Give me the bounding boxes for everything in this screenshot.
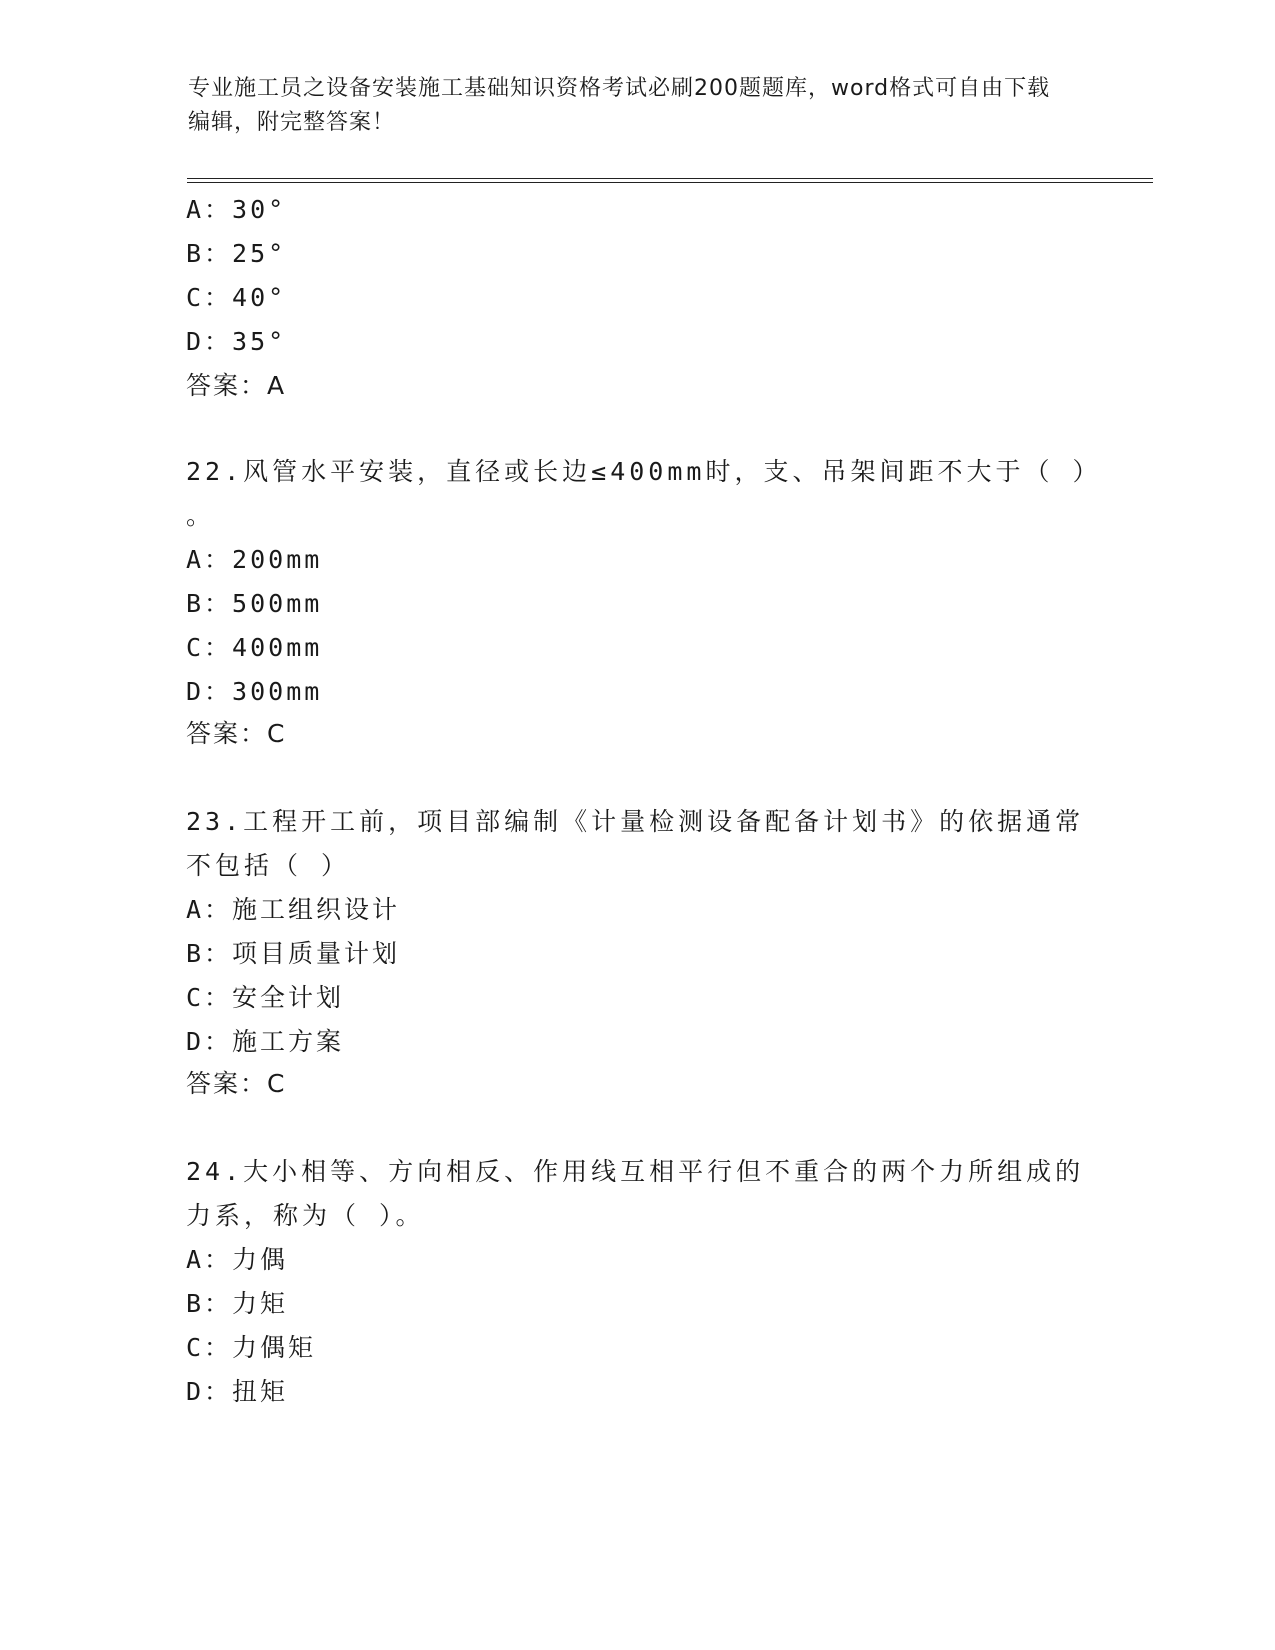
q24-question-line2: 力系，称为（ ）。	[186, 1201, 425, 1230]
q22-option-b: B：500mm	[186, 589, 323, 618]
q23-question-line1: 23.工程开工前，项目部编制《计量检测设备配备计划书》的依据通常	[186, 807, 1085, 836]
q23-option-d: D：施工方案	[186, 1027, 345, 1056]
q23-option-c: C：安全计划	[186, 983, 345, 1012]
q23-option-a: A：施工组织设计	[186, 895, 401, 924]
q22-answer: 答案：C	[186, 719, 287, 748]
page-header: 专业施工员之设备安装施工基础知识资格考试必刷200题题库，word格式可自由下载编辑，附完整答案！	[188, 76, 1051, 135]
q23-answer: 答案：C	[186, 1069, 287, 1098]
q22-option-c: C：400mm	[186, 633, 323, 662]
q24-option-a: A：力偶	[186, 1245, 289, 1274]
q24-question-line1: 24.大小相等、方向相反、作用线互相平行但不重合的两个力所组成的	[186, 1157, 1085, 1186]
q23-option-b: B：项目质量计划	[186, 939, 401, 968]
q21-answer: 答案：A	[186, 371, 287, 400]
q24-option-c: C：力偶矩	[186, 1333, 317, 1362]
q21-option-b: B：25°	[186, 239, 287, 268]
q22-option-a: A：200mm	[186, 545, 323, 574]
q22-option-d: D：300mm	[186, 677, 323, 706]
header-divider-bottom	[187, 182, 1153, 183]
q21-option-a: A：30°	[186, 195, 287, 224]
q24-option-d: D：扭矩	[186, 1377, 289, 1406]
header-divider-top	[187, 178, 1153, 179]
q22-question-line2: 。	[186, 501, 216, 530]
q21-option-c: C：40°	[186, 283, 287, 312]
q22-question-line1: 22.风管水平安装，直径或长边≤400mm时，支、吊架间距不大于（ ）	[186, 457, 1102, 486]
q21-option-d: D：35°	[186, 327, 287, 356]
q23-question-line2: 不包括（ ）	[186, 851, 351, 880]
q24-option-b: B：力矩	[186, 1289, 289, 1318]
